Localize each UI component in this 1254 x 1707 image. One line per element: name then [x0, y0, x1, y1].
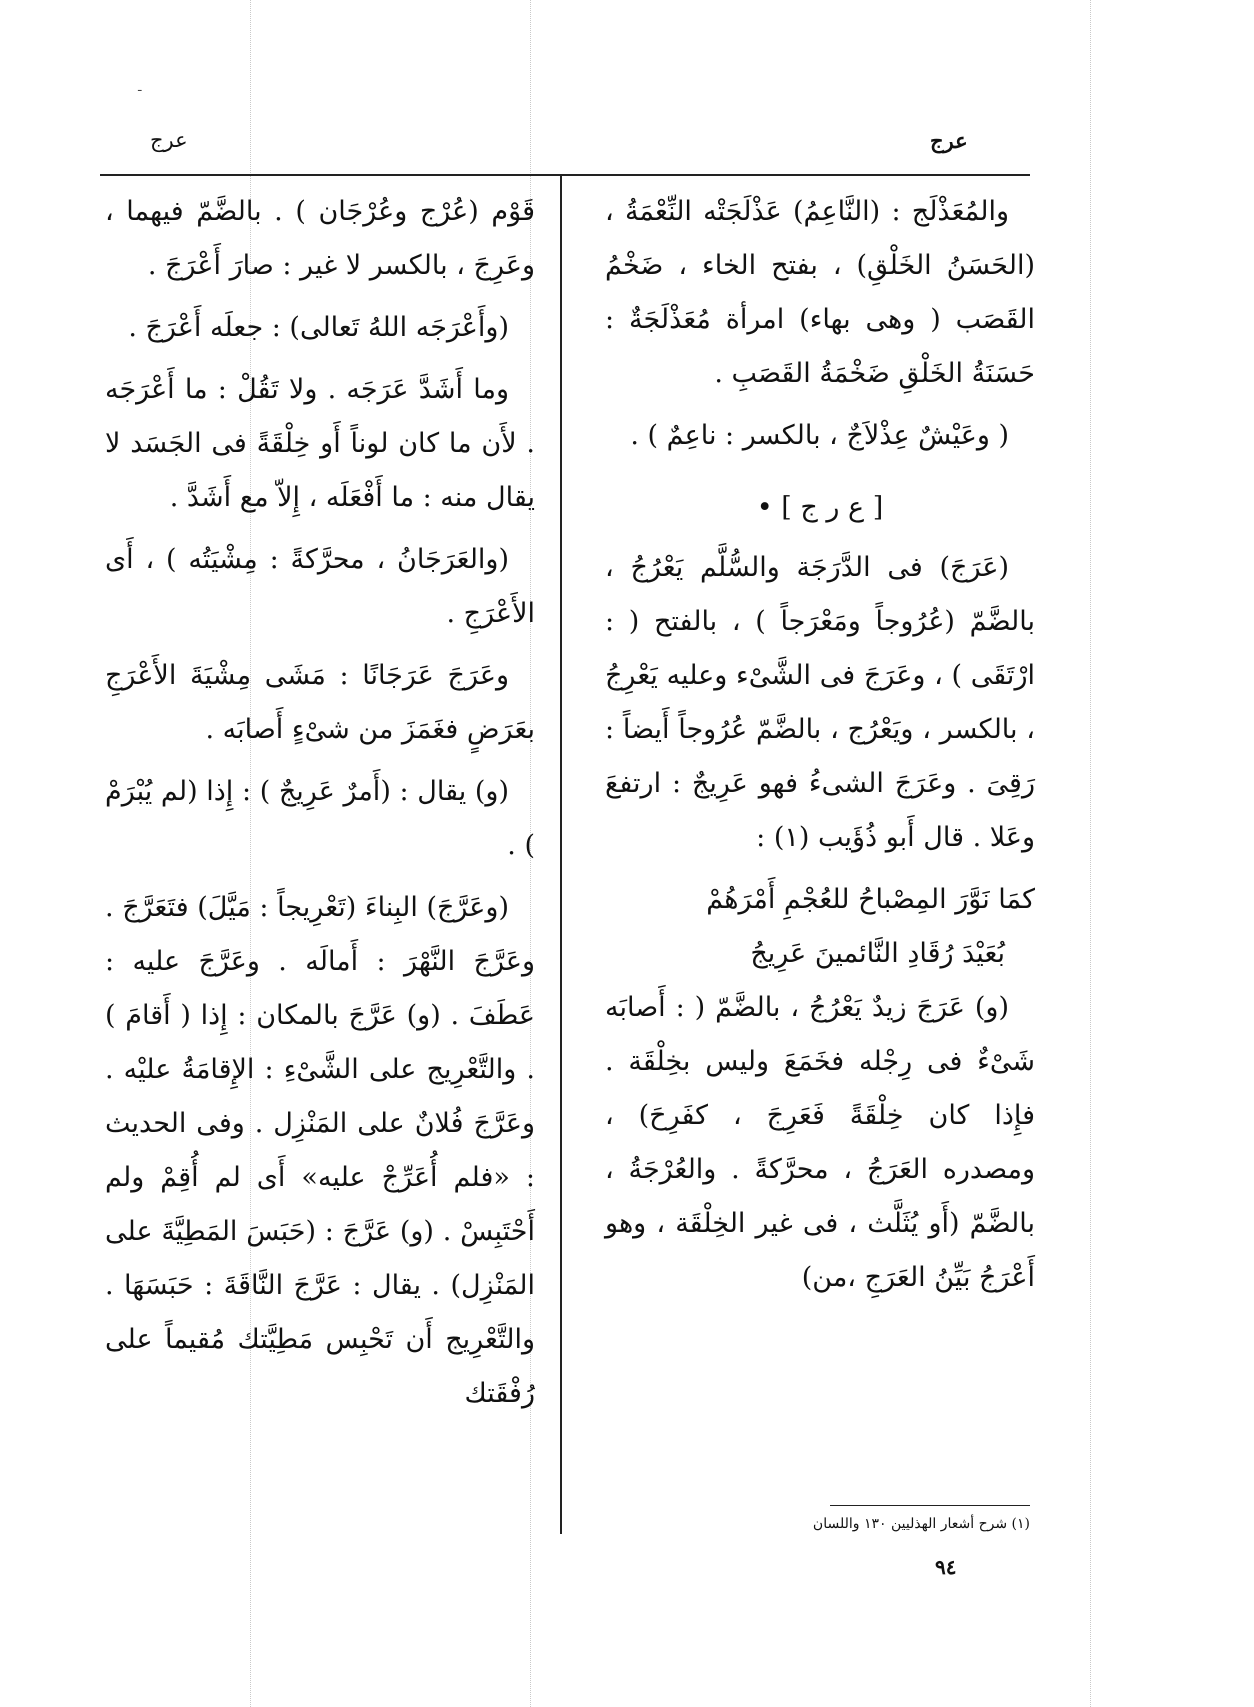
paragraph: (وأَعْرَجَه اللهُ تَعالى) : جعلَه أَعْرَجَ .: [128, 312, 509, 343]
paragraph: (عَرَجَ) فى الدَّرَجَة والسُّلَّم يَعْرُجُ ، بالضَّمّ (عُرُوجاً ومَعْرَجاً ) ، بالفتح ( : ارْتَقَى ) ، وعَرَجَ فى الشَّىْء وعليه يَعْرِجُ ، بالكسر ، ويَعْرُج ، بالضَّمّ عُرُوجاً أَيضاً : رَقِىَ . وعَرَجَ الشىءُ فهو عَرِيجٌ : ارتفعَ وعَلا . قال أَبو ذُؤَيب (١) :: [605, 552, 1035, 853]
paragraph: (والعَرَجَانُ ، محرَّكةً : مِشْيَتُه ) ، أَى الأَعْرَجِ .: [105, 544, 535, 629]
verse-line: كمَا نَوَّرَ المِصْباحُ للعُجْمِ أَمْرَهُمْ: [706, 884, 1035, 915]
running-header-left: عرج: [150, 128, 188, 152]
footnote: (١) شرح أشعار الهذليين ١٣٠ واللسان: [812, 1516, 1030, 1532]
right-column: [605, 185, 1035, 1313]
paragraph: وعَرَجَ عَرَجَانًا : مَشَى مِشْيَةَ الأَعْرَجِ بعَرَضٍ فغَمَزَ من شىْءٍ أَصابَه .: [105, 660, 535, 745]
column-divider: [560, 174, 562, 1534]
paragraph: وما أَشَدَّ عَرَجَه . ولا تَقُلْ : ما أَعْرَجَه . لأَن ما كان لوناً أَو خِلْقَةً فى الجَسَد لا يقال منه : ما أَفْعَلَه ، إِلاّ مع أَشَدَّ .: [105, 374, 535, 513]
paragraph: (وعَرَّجَ) البِناءَ (تَعْرِيجاً : مَيَّلَ) فتَعَرَّجَ . وعَرَّجَ النَّهْرَ : أَمالَه . وعَرَّجَ عليه : عَطَفَ . (و) عَرَّجَ بالمكان : إِذا ( أَقامَ ) . والتَّعْرِيج على الشَّىْءِ : الإِقامَةُ عليْه . وعَرَّجَ فُلانٌ على المَنْزِل . وفى الحديث : «فلم أُعَرِّجْ عليه» أَى لم أُقِمْ ولم أَحْتَبِسْ . (و) عَرَّجَ : (حَبَسَ المَطِيَّةَ على المَنْزِل) . يقال : عَرَّجَ النَّاقَةَ : حَبَسَهَا . والتَّعْرِيج أَن تَحْبِس مَطِيَّتك مُقيماً على رُفْقَتك: [105, 892, 535, 1409]
paragraph: والمُعَذْلَج : (النَّاعِمُ) عَذْلَجَتْه النِّعْمَةُ ، (الحَسَنُ الخَلْقِ) ، بفتح الخاء ، ضَخْمُ القَصَب ( وهى بهاء) امرأة مُعَذْلَجَةٌ : حَسَنَةُ الخَلْقِ ضَخْمَةُ القَصَبِ .: [605, 196, 1035, 389]
header-rule: [100, 174, 1030, 176]
scan-speck: ـ: [138, 80, 142, 94]
entry-heading: [ ع ر ج ] •: [756, 492, 884, 523]
left-column: [105, 185, 535, 1429]
footnote-rule: [830, 1505, 1030, 1506]
page-number: ٩٤: [935, 1555, 957, 1579]
running-header-right: عرج: [930, 128, 968, 153]
paragraph: (و) يقال : (أَمرٌ عَرِيجٌ ) : إِذا (لم يُبْرَمْ ) .: [105, 776, 535, 861]
scan-artifact-line: [1090, 0, 1091, 1707]
paragraph: (و) عَرَجَ زيدٌ يَعْرُجُ ، بالضَّمّ ( : أَصابَه شَىْءٌ فى رِجْله فخَمَعَ وليس بخِلْقَة . فإِذا كان خِلْقَةً فَعَرِجَ ، كفَرِحَ) ، ومصدره العَرَجُ ، محرَّكةً . والعُرْجَةُ ، بالضَّمّ (أَو يُثَلَّث ، فى غير الخِلْقَة ، وهو أَعْرَجُ بَيِّنُ العَرَجِ ،من): [605, 992, 1035, 1293]
paragraph: قَوْم (عُرْج وعُرْجَان ) . بالضَّمّ فيهما ، وعَرِجَ ، بالكسر لا غير : صارَ أَعْرَجَ .: [105, 196, 535, 281]
verse-line: بُعَيْدَ رُقَادِ النَّائمينَ عَرِيجُ: [750, 938, 1005, 969]
paragraph: ( وعَيْشٌ عِذْلاَجٌ ، بالكسر : ناعِمٌ ) .: [630, 420, 1009, 451]
